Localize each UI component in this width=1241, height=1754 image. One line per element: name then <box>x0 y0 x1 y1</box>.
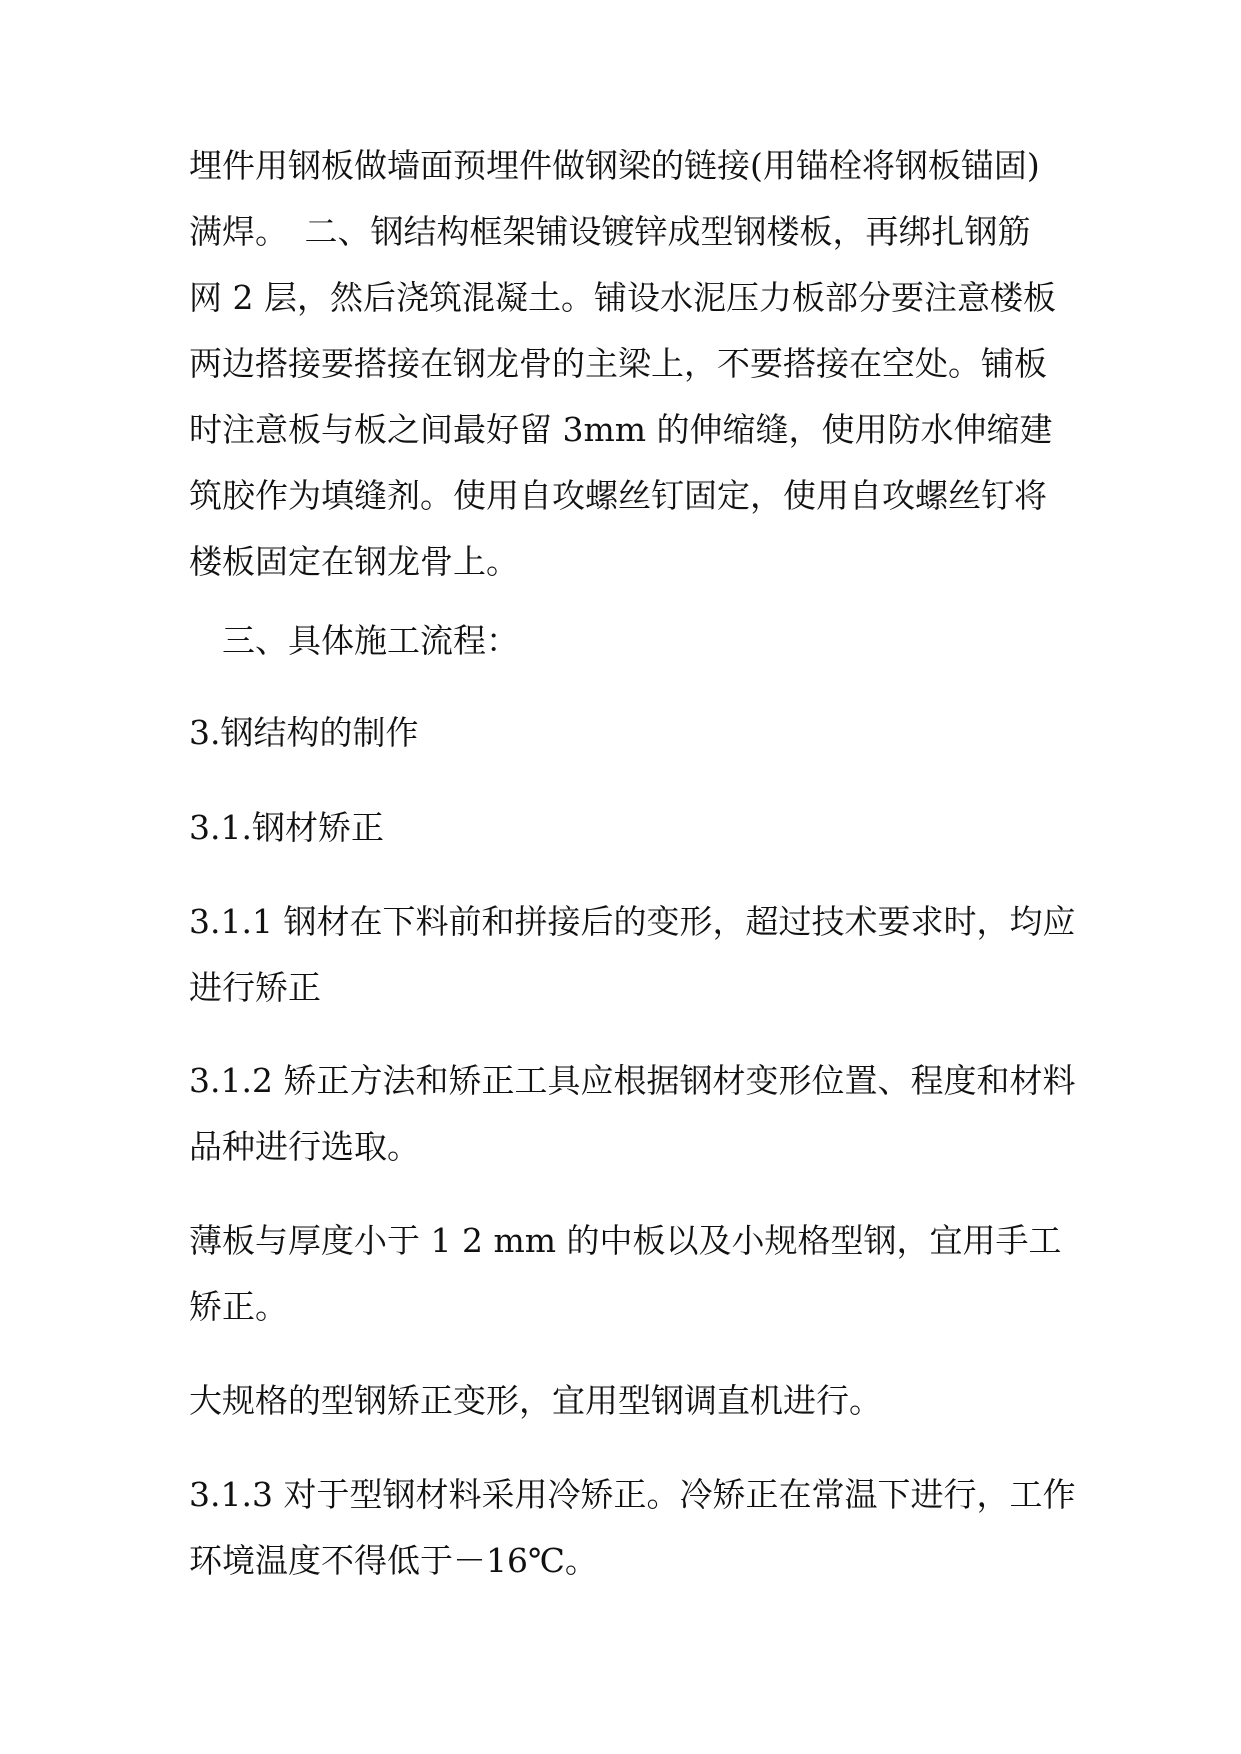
text-line: 三、具体施工流程： <box>189 621 519 660</box>
text-line: 3.1.1 钢材在下料前和拼接后的变形，超过技术要求时，均应 <box>189 902 1076 941</box>
text-line: 环境温度不得低于－16℃。 <box>189 1541 598 1580</box>
text-line: 筑胶作为填缝剂。使用自攻螺丝钉固定，使用自攻螺丝钉将 <box>189 476 1047 515</box>
text-line: 3.钢结构的制作 <box>189 713 419 752</box>
text-line: 网 2 层，然后浇筑混凝土。铺设水泥压力板部分要注意楼板 <box>189 278 1056 317</box>
text-line: 3.1.3 对于型钢材料采用冷矫正。冷矫正在常温下进行，工作 <box>189 1475 1076 1514</box>
section-heading-construction-process <box>189 608 1069 674</box>
paragraph-3-1-2 <box>189 1048 1076 1180</box>
text-line: 薄板与厚度小于 1 2 mm 的中板以及小规格型钢，宜用手工 <box>189 1221 1062 1260</box>
paragraph-3-1-3 <box>189 1462 1076 1594</box>
section-heading-steel-fabrication <box>189 700 1069 766</box>
paragraph-3-1-1 <box>189 889 1076 1021</box>
text-line: 满焊。 二、钢结构框架铺设镀锌成型钢楼板，再绑扎钢筋 <box>189 212 1031 251</box>
paragraph-steel-frame-floor <box>189 133 1069 595</box>
text-line: 两边搭接要搭接在钢龙骨的主梁上，不要搭接在空处。铺板 <box>189 344 1047 383</box>
paragraph-large-section-steel <box>189 1368 1069 1434</box>
text-line: 3.1.2 矫正方法和矫正工具应根据钢材变形位置、程度和材料 <box>189 1061 1076 1100</box>
text-line: 时注意板与板之间最好留 3mm 的伸缩缝，使用防水伸缩建 <box>189 410 1053 449</box>
text-line: 大规格的型钢矫正变形，宜用型钢调直机进行。 <box>189 1381 882 1420</box>
text-line: 3.1.钢材矫正 <box>189 808 384 847</box>
text-line: 品种进行选取。 <box>189 1127 420 1166</box>
text-line: 楼板固定在钢龙骨上。 <box>189 542 519 581</box>
text-line: 矫正。 <box>189 1287 288 1326</box>
text-line: 进行矫正 <box>189 968 321 1007</box>
section-heading-steel-straightening <box>189 795 1069 861</box>
paragraph-thin-plate <box>189 1208 1069 1340</box>
text-line: 埋件用钢板做墙面预埋件做钢梁的链接(用锚栓将钢板锚固) <box>189 146 1040 185</box>
